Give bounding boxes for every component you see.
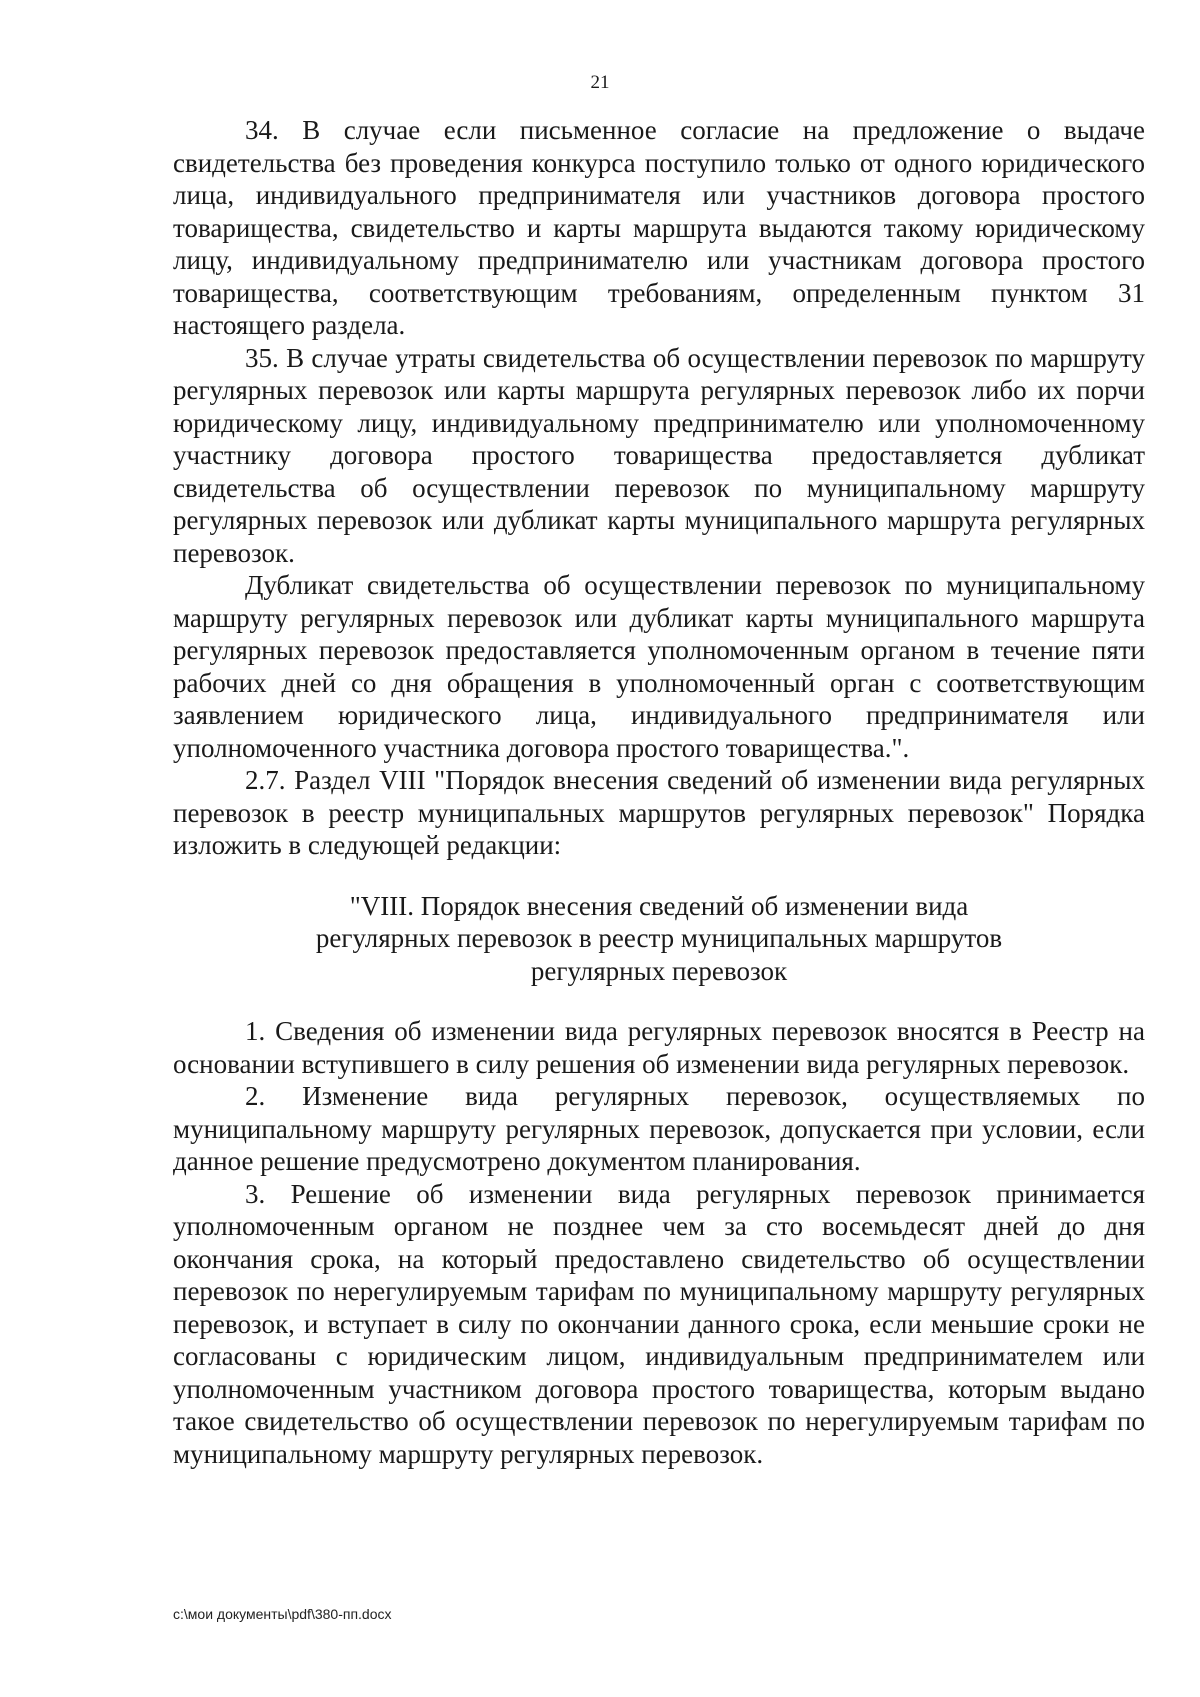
paragraph-item-3: 3. Решение об изменении вида регулярных перевозок принимается уполномоченным органом не позднее чем за сто восемьдесят дней до дня окончания срока, на который предоставлено свидетельство об осуществлении перевозок по нерегулируемым тарифам по муниципальному маршруту регулярных перевозок, и вступает в силу по окончании данного срока, если меньшие сроки не согласованы с юридическим лицом, индивидуальным предпринимателем или уполномоченным участником договора простого товарищества, которым выдано такое свидетельство об осуществлении перевозок по нерегулируемым тарифам по муниципальному маршруту регулярных перевозок. <box>173 1178 1145 1469</box>
paragraph-item-1: 1. Сведения об изменении вида регулярных перевозок вносятся в Реестр на основании вступившего в силу решения об изменении вида регулярных перевозок. <box>173 1016 1145 1079</box>
paragraph-35: 35. В случае утраты свидетельства об осуществлении перевозок по маршруту регулярных перевозок или карты маршрута регулярных перевозок либо их порчи юридическому лицу, индивидуальному предпринимателю или уполномоченному участнику договора простого товарищества предоставляется дубликат свидетельства об осуществлении перевозок по муниципальному маршруту регулярных перевозок или дубликат карты муниципального маршрута регулярных перевозок. <box>173 342 1145 568</box>
paragraph-2-7: 2.7. Раздел VIII "Порядок внесения сведений об изменении вида регулярных перевозок в реестр муниципальных маршрутов регулярных перевозок" Порядка изложить в следующей редакции: <box>173 765 1145 860</box>
section-heading-line: "VIII. Порядок внесения сведений об изменении вида <box>349 890 969 921</box>
document-body <box>173 114 1145 1470</box>
section-heading-line: регулярных перевозок в реестр муниципальных маршрутов <box>315 923 1003 953</box>
section-heading <box>173 890 1145 988</box>
paragraph-item-2: 2. Изменение вида регулярных перевозок, осуществляемых по муниципальному маршруту регулярных перевозок, допускается при условии, если данное решение предусмотрено документом планирования. <box>173 1081 1145 1176</box>
paragraph-34: 34. В случае если письменное согласие на предложение о выдаче свидетельства без проведения конкурса поступило только от одного юридического лица, индивидуального предпринимателя или участников договора простого товарищества, свидетельство и карты маршрута выдаются такому юридическому лицу, индивидуальному предпринимателю или участникам договора простого товарищества, соответствующим требованиям, определенным пунктом 31 настоящего раздела. <box>173 115 1145 340</box>
paragraph-duplicate: Дубликат свидетельства об осуществлении перевозок по муниципальному маршруту регулярных перевозок или дубликат карты муниципального маршрута регулярных перевозок предоставляется уполномоченным органом в течение пяти рабочих дней со дня обращения в уполномоченный орган с соответствующим заявлением юридического лица, индивидуального предпринимателя или уполномоченного участника договора простого товарищества.". <box>173 570 1145 763</box>
footer-file-path: c:\мои документы\pdf\380-пп.docx <box>173 1606 392 1622</box>
page-number: 21 <box>590 72 610 93</box>
section-heading-line: регулярных перевозок <box>530 955 788 986</box>
